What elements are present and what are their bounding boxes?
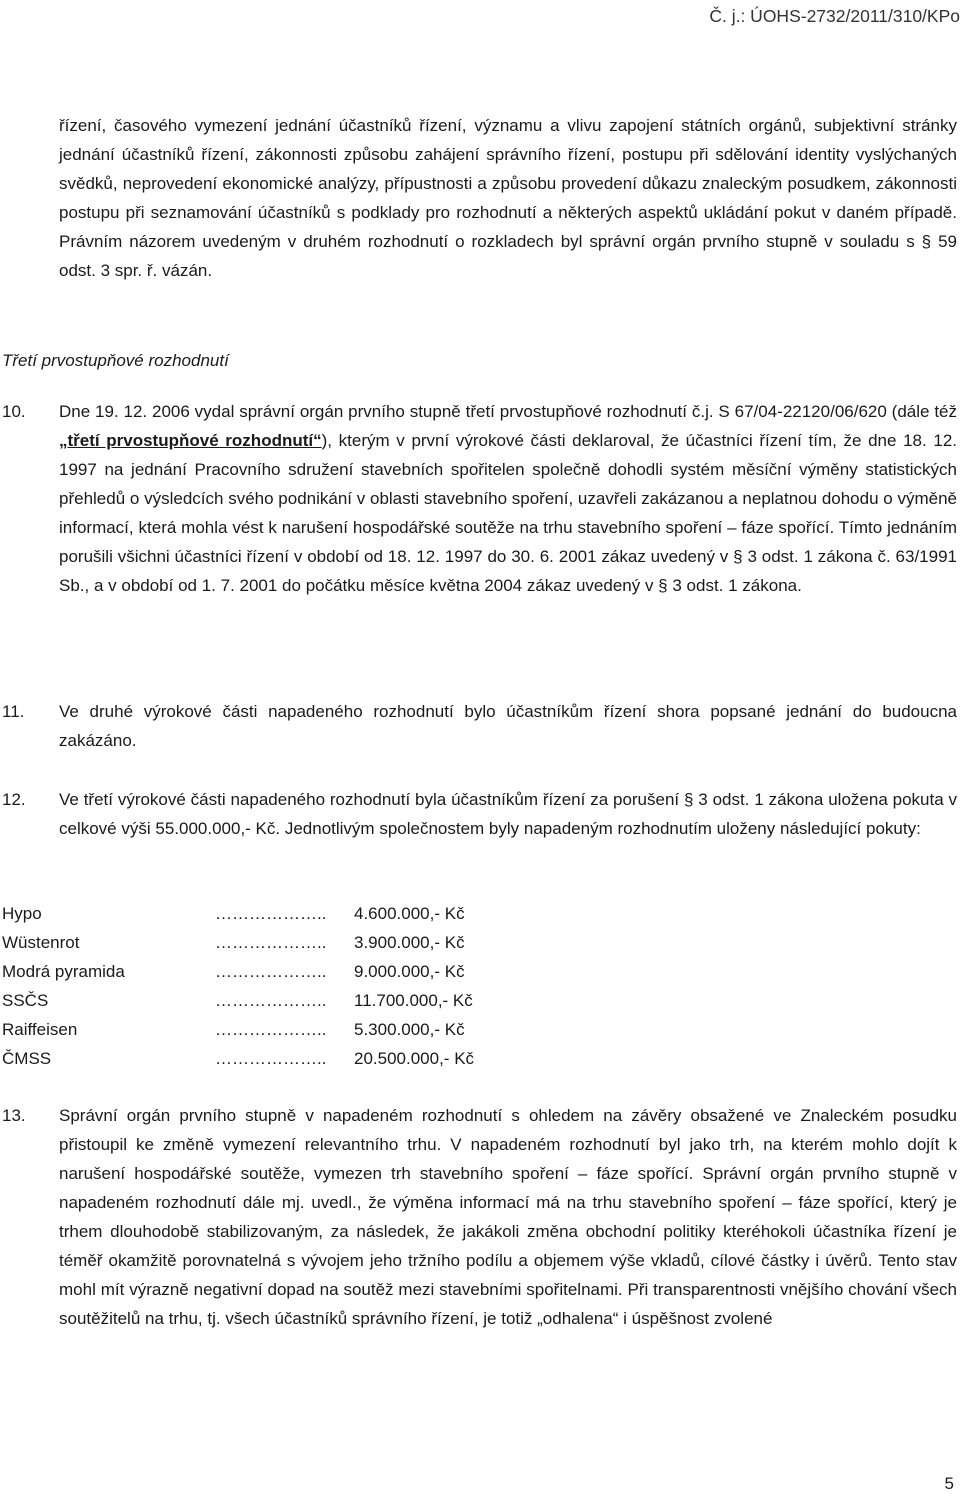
fine-leader-dots: ……………….. bbox=[215, 933, 327, 952]
fine-amount: 4.600.000,- Kč bbox=[354, 904, 465, 923]
paragraph-text bbox=[59, 397, 957, 600]
paragraph-text: Ve třetí výrokové části napadeného rozhodnutí byla účastníkům řízení za porušení § 3 odst. 1 zákona uložena pokuta v celkové výši 55.000.000,- Kč. Jednotlivým společnostem byly napadeným rozhodnutím uloženy následující pokuty: bbox=[59, 790, 957, 838]
fine-company: ČMSS bbox=[2, 1049, 52, 1068]
paragraph-text: Správní orgán prvního stupně v napadeném rozhodnutí s ohledem na závěry obsažené ve Znaleckém posudku přistoupil ke změně vymezení relevantního trhu. V napadeném rozhodnutí byl jako trh, na kterém mohlo dojít k narušení hospodářské soutěže, vymezen trh stavebního spoření – fáze spořící. Správní orgán prvního stupně v napadeném rozhodnutí dále mj. uvedl., že výměna informací má na trhu stavebního spoření – fáze spořící, který je trhem dlouhodobě stabilizovaným, za následek, že jakákoli změna obchodní politiky kteréhokoli účastníka řízení je téměř okamžitě porovnatelná s vývojem jeho tržního podílu a objemem výše vkladů, cílové částky i úvěrů. Tento stav mohl mít výrazně negativní dopad na soutěž mezi stavebními spořitelnami. Při transparentnosti vnějšího chování všech soutěžitelů na trhu, tj. všech účastníků správního řízení, je totiž „odhalena“ i úspěšnost zvolené bbox=[59, 1106, 957, 1328]
fine-amount: 3.900.000,- Kč bbox=[354, 933, 465, 952]
paragraph-text-end: ), kterým v první výrokové části deklaroval, že účastníci řízení tím, že dne 18. 12. 1997 na jednání Pracovního sdružení stavebních spořitelen společně dohodli systém měsíční výměny statistických přehledů o výsledcích svého podnikání v oblasti stavebního spoření, uzavřeli zakázanou a neplatnou dohodu o výměně informací, která mohla vést k narušení hospodářské soutěže na trhu stavebního spoření – fáze spořící. Tímto jednáním porušili všichni účastníci řízení v období od 18. 12. 1997 do 30. 6. 2001 zákaz uvedený v § 3 odst. 1 zákona č. 63/1991 Sb., a v období od 1. 7. 2001 do počátku měsíce května 2004 zákaz uvedený v § 3 odst. 1 zákona. bbox=[59, 431, 957, 595]
fine-leader-dots: ……………….. bbox=[215, 904, 327, 923]
fine-leader-dots: ……………….. bbox=[215, 962, 327, 981]
page-number: 5 bbox=[944, 1474, 954, 1493]
paragraph-number: 10. bbox=[2, 402, 26, 421]
fine-company: Hypo bbox=[2, 904, 42, 923]
fine-amount: 11.700.000,- Kč bbox=[354, 991, 473, 1010]
fine-leader-dots: ……………….. bbox=[215, 1049, 327, 1068]
fine-amount: 9.000.000,- Kč bbox=[354, 962, 465, 981]
fine-amount: 20.500.000,- Kč bbox=[354, 1049, 475, 1068]
fine-company: SSČS bbox=[2, 991, 49, 1010]
fine-company: Modrá pyramida bbox=[2, 962, 125, 981]
fine-company: Wüstenrot bbox=[2, 933, 80, 952]
intro-paragraph: řízení, časového vymezení jednání účastníků řízení, významu a vlivu zapojení státních orgánů, subjektivní stránky jednání účastníků řízení, zákonnosti způsobu zahájení správního řízení, postupu při sdělování identity vyslýchaných svědků, neprovedení ekonomické analýzy, přípustnosti a způsobu provedení důkazu znaleckým posudkem, zákonnosti postupu při seznamování účastníků s podklady pro rozhodnutí a některých aspektů ukládání pokut v daném případě. Právním názorem uvedeným v druhém rozhodnutí o rozkladech byl správní orgán prvního stupně v souladu s § 59 odst. 3 spr. ř. vázán. bbox=[59, 116, 957, 280]
paragraph-text: Ve druhé výrokové části napadeného rozhodnutí bylo účastníkům řízení shora popsané jednání do budoucna zakázáno. bbox=[59, 702, 957, 750]
fine-leader-dots: ……………….. bbox=[215, 1020, 327, 1039]
document-reference-header: Č. j.: ÚOHS-2732/2011/310/KPo bbox=[709, 6, 960, 26]
section-heading: Třetí prvostupňové rozhodnutí bbox=[2, 351, 229, 370]
paragraph-text-start: Dne 19. 12. 2006 vydal správní orgán prvního stupně třetí prvostupňové rozhodnutí č.j. S 67/04-22120/06/620 (dále též bbox=[59, 402, 957, 421]
paragraph-number: 12. bbox=[2, 790, 26, 809]
fine-amount: 5.300.000,- Kč bbox=[354, 1020, 465, 1039]
defined-term: „třetí prvostupňové rozhodnutí“ bbox=[59, 431, 322, 450]
paragraph-number: 11. bbox=[2, 702, 25, 721]
paragraph-number: 13. bbox=[2, 1106, 26, 1125]
fine-company: Raiffeisen bbox=[2, 1020, 78, 1039]
fine-leader-dots: ……………….. bbox=[215, 991, 327, 1010]
